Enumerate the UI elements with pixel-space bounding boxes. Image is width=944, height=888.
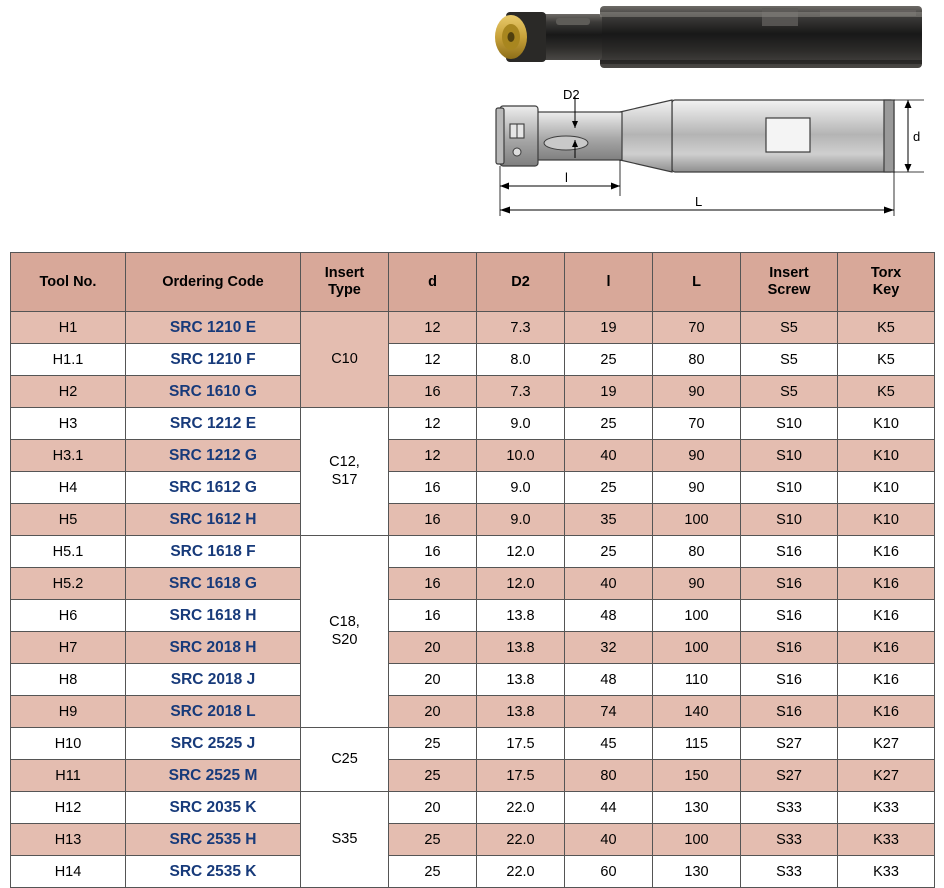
cell-d2: 9.0 — [477, 504, 565, 536]
cell-torx-key: K16 — [838, 664, 935, 696]
cell-d2: 7.3 — [477, 312, 565, 344]
cell-torx-key: K33 — [838, 824, 935, 856]
header-d2: D2 — [477, 253, 565, 312]
cell-insert-screw: S10 — [741, 408, 838, 440]
cell-tool-no: H6 — [11, 600, 126, 632]
header-d: d — [389, 253, 477, 312]
header-l-large: L — [653, 253, 741, 312]
cell-ordering-code: SRC 2525 M — [126, 760, 301, 792]
cell-insert-type: C10 — [301, 312, 389, 408]
label-d2: D2 — [563, 87, 580, 102]
cell-d2: 22.0 — [477, 824, 565, 856]
cell-d: 16 — [389, 568, 477, 600]
cell-tool-no: H5.2 — [11, 568, 126, 600]
cell-l-large: 115 — [653, 728, 741, 760]
cell-l-small: 44 — [565, 792, 653, 824]
cell-insert-screw: S10 — [741, 504, 838, 536]
cell-d: 12 — [389, 312, 477, 344]
cell-l-large: 130 — [653, 792, 741, 824]
table-row — [11, 760, 935, 792]
cell-l-large: 80 — [653, 344, 741, 376]
cell-d: 12 — [389, 344, 477, 376]
cell-insert-type: C12, S17 — [301, 408, 389, 536]
cell-d2: 10.0 — [477, 440, 565, 472]
cell-insert-screw: S16 — [741, 696, 838, 728]
cell-l-small: 25 — [565, 408, 653, 440]
cell-ordering-code: SRC 2018 L — [126, 696, 301, 728]
cell-insert-screw: S16 — [741, 632, 838, 664]
cell-tool-no: H5.1 — [11, 536, 126, 568]
cell-l-large: 90 — [653, 568, 741, 600]
table-row — [11, 696, 935, 728]
cell-l-small: 19 — [565, 312, 653, 344]
cell-insert-screw: S33 — [741, 792, 838, 824]
header-torx-key: Torx Key — [838, 253, 935, 312]
cell-ordering-code: SRC 1212 G — [126, 440, 301, 472]
cell-ordering-code: SRC 1618 G — [126, 568, 301, 600]
cell-torx-key: K10 — [838, 472, 935, 504]
cell-tool-no: H1.1 — [11, 344, 126, 376]
cell-l-small: 48 — [565, 600, 653, 632]
cell-d: 16 — [389, 536, 477, 568]
cell-ordering-code: SRC 2535 H — [126, 824, 301, 856]
cell-d2: 13.8 — [477, 632, 565, 664]
cell-tool-no: H3 — [11, 408, 126, 440]
header-ordering-code: Ordering Code — [126, 253, 301, 312]
cell-l-small: 19 — [565, 376, 653, 408]
cell-tool-no: H2 — [11, 376, 126, 408]
table-body — [11, 312, 935, 888]
header-l-small: l — [565, 253, 653, 312]
cell-ordering-code: SRC 2035 K — [126, 792, 301, 824]
table-row — [11, 664, 935, 696]
cell-l-large: 100 — [653, 632, 741, 664]
cell-d2: 12.0 — [477, 568, 565, 600]
cell-tool-no: H12 — [11, 792, 126, 824]
cell-tool-no: H5 — [11, 504, 126, 536]
cell-d2: 7.3 — [477, 376, 565, 408]
cell-l-small: 25 — [565, 344, 653, 376]
cell-ordering-code: SRC 1210 E — [126, 312, 301, 344]
cell-l-small: 74 — [565, 696, 653, 728]
cell-insert-screw: S27 — [741, 728, 838, 760]
cell-ordering-code: SRC 1612 G — [126, 472, 301, 504]
cell-torx-key: K16 — [838, 536, 935, 568]
cell-tool-no: H10 — [11, 728, 126, 760]
cell-l-large: 90 — [653, 472, 741, 504]
cell-torx-key: K27 — [838, 760, 935, 792]
cell-l-large: 80 — [653, 536, 741, 568]
cell-d2: 22.0 — [477, 792, 565, 824]
table-row — [11, 376, 935, 408]
cell-torx-key: K16 — [838, 600, 935, 632]
cell-l-small: 25 — [565, 472, 653, 504]
cell-insert-screw: S27 — [741, 760, 838, 792]
table-row — [11, 344, 935, 376]
cell-torx-key: K5 — [838, 344, 935, 376]
cell-d2: 8.0 — [477, 344, 565, 376]
cell-l-small: 35 — [565, 504, 653, 536]
cell-ordering-code: SRC 1618 H — [126, 600, 301, 632]
cell-l-small: 25 — [565, 536, 653, 568]
cell-d2: 17.5 — [477, 760, 565, 792]
cell-insert-screw: S10 — [741, 472, 838, 504]
cell-ordering-code: SRC 1612 H — [126, 504, 301, 536]
cell-torx-key: K33 — [838, 856, 935, 888]
cell-tool-no: H9 — [11, 696, 126, 728]
cell-d: 16 — [389, 504, 477, 536]
label-d: d — [913, 129, 921, 144]
cell-l-small: 32 — [565, 632, 653, 664]
cell-l-large: 100 — [653, 504, 741, 536]
cell-d: 16 — [389, 472, 477, 504]
cell-l-large: 110 — [653, 664, 741, 696]
header-insert-type: Insert Type — [301, 253, 389, 312]
cell-l-large: 70 — [653, 408, 741, 440]
table-header-row — [11, 253, 935, 312]
cell-d: 25 — [389, 760, 477, 792]
cell-torx-key: K16 — [838, 696, 935, 728]
dimension-drawing — [496, 87, 924, 216]
cell-ordering-code: SRC 1210 F — [126, 344, 301, 376]
cell-tool-no: H11 — [11, 760, 126, 792]
cell-ordering-code: SRC 1618 F — [126, 536, 301, 568]
table-row — [11, 632, 935, 664]
cell-torx-key: K33 — [838, 792, 935, 824]
cell-tool-no: H14 — [11, 856, 126, 888]
cell-l-large: 150 — [653, 760, 741, 792]
cell-l-large: 140 — [653, 696, 741, 728]
cell-d2: 9.0 — [477, 472, 565, 504]
cell-insert-screw: S33 — [741, 824, 838, 856]
label-L-large: L — [695, 194, 703, 209]
dimensions-table-wrap — [10, 252, 934, 888]
table-row — [11, 440, 935, 472]
cell-torx-key: K16 — [838, 568, 935, 600]
cell-insert-screw: S5 — [741, 312, 838, 344]
cell-torx-key: K27 — [838, 728, 935, 760]
table-row — [11, 856, 935, 888]
table-row — [11, 792, 935, 824]
cell-d2: 17.5 — [477, 728, 565, 760]
cell-d2: 13.8 — [477, 664, 565, 696]
cell-insert-type: S35 — [301, 792, 389, 888]
cell-l-small: 60 — [565, 856, 653, 888]
cell-torx-key: K10 — [838, 408, 935, 440]
cell-d2: 13.8 — [477, 600, 565, 632]
cell-d: 20 — [389, 632, 477, 664]
cell-torx-key: K16 — [838, 632, 935, 664]
cell-d: 25 — [389, 728, 477, 760]
table-row — [11, 824, 935, 856]
cell-insert-screw: S16 — [741, 536, 838, 568]
header-tool-no: Tool No. — [11, 253, 126, 312]
label-l-small: l — [565, 170, 568, 185]
header-insert-screw: Insert Screw — [741, 253, 838, 312]
cell-tool-no: H3.1 — [11, 440, 126, 472]
cell-insert-screw: S5 — [741, 344, 838, 376]
cell-insert-screw: S16 — [741, 600, 838, 632]
cell-tool-no: H7 — [11, 632, 126, 664]
cell-tool-no: H1 — [11, 312, 126, 344]
cell-l-small: 40 — [565, 568, 653, 600]
cell-insert-screw: S5 — [741, 376, 838, 408]
cell-l-small: 45 — [565, 728, 653, 760]
cell-l-large: 70 — [653, 312, 741, 344]
cell-insert-screw: S16 — [741, 664, 838, 696]
cell-l-small: 40 — [565, 440, 653, 472]
cell-tool-no: H13 — [11, 824, 126, 856]
cell-insert-type: C18, S20 — [301, 536, 389, 728]
cell-d: 12 — [389, 408, 477, 440]
cell-torx-key: K5 — [838, 376, 935, 408]
table-row — [11, 472, 935, 504]
table-row — [11, 312, 935, 344]
cell-d2: 9.0 — [477, 408, 565, 440]
cell-d: 12 — [389, 440, 477, 472]
table-row — [11, 568, 935, 600]
cell-d2: 22.0 — [477, 856, 565, 888]
cell-torx-key: K5 — [838, 312, 935, 344]
cell-ordering-code: SRC 2018 H — [126, 632, 301, 664]
cell-torx-key: K10 — [838, 440, 935, 472]
cell-d2: 13.8 — [477, 696, 565, 728]
table-row — [11, 600, 935, 632]
cell-l-small: 80 — [565, 760, 653, 792]
dimensions-table — [10, 252, 935, 888]
cell-l-large: 90 — [653, 376, 741, 408]
cell-d: 16 — [389, 376, 477, 408]
table-row — [11, 536, 935, 568]
cell-l-small: 40 — [565, 824, 653, 856]
tool-illustration — [0, 0, 944, 240]
cell-insert-screw: S16 — [741, 568, 838, 600]
table-row — [11, 504, 935, 536]
cell-l-large: 100 — [653, 600, 741, 632]
cell-ordering-code: SRC 2018 J — [126, 664, 301, 696]
table-row — [11, 408, 935, 440]
cell-d2: 12.0 — [477, 536, 565, 568]
cell-d: 16 — [389, 600, 477, 632]
cell-d: 20 — [389, 664, 477, 696]
cell-l-large: 100 — [653, 824, 741, 856]
table-row — [11, 728, 935, 760]
cell-ordering-code: SRC 2525 J — [126, 728, 301, 760]
cell-insert-screw: S33 — [741, 856, 838, 888]
cell-tool-no: H8 — [11, 664, 126, 696]
cell-d: 25 — [389, 824, 477, 856]
cell-ordering-code: SRC 2535 K — [126, 856, 301, 888]
cell-insert-type: C25 — [301, 728, 389, 792]
cell-ordering-code: SRC 1610 G — [126, 376, 301, 408]
cell-d: 25 — [389, 856, 477, 888]
cell-torx-key: K10 — [838, 504, 935, 536]
cell-l-large: 90 — [653, 440, 741, 472]
cell-tool-no: H4 — [11, 472, 126, 504]
photo-tool — [495, 6, 922, 68]
cell-insert-screw: S10 — [741, 440, 838, 472]
cell-ordering-code: SRC 1212 E — [126, 408, 301, 440]
cell-l-large: 130 — [653, 856, 741, 888]
cell-d: 20 — [389, 696, 477, 728]
cell-d: 20 — [389, 792, 477, 824]
cell-l-small: 48 — [565, 664, 653, 696]
